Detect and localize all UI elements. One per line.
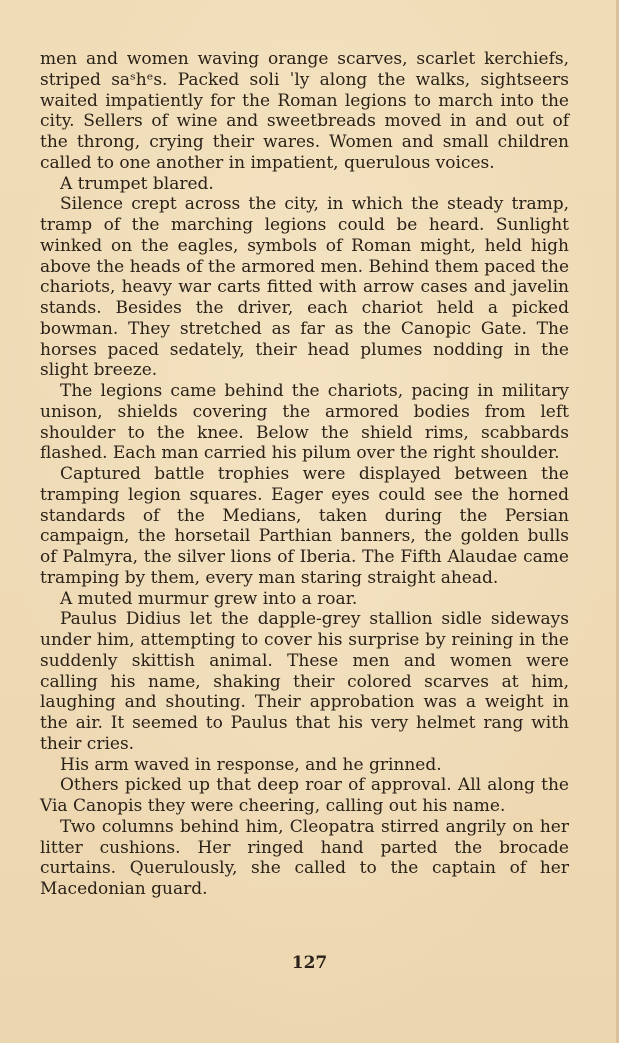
paragraph: Others picked up that deep roar of approval. All along the Via Canopis they were cheering, calling out his name.: [40, 775, 569, 816]
paragraph: men and women waving orange scarves, scarlet kerchiefs, striped saˢhᵉs. Packed soli ˈly along the walks, sightseers waited impatiently for the Roman legions to march into the city. Sellers of wine and sweetbreads moved in and out of the throng, crying their wares. Women and small children called to one another in impatient, querulous voices.: [40, 49, 569, 173]
paragraph: Silence crept across the city, in which the steady tramp, tramp of the marching legions could be heard. Sunlight winked on the eagles, symbols of Roman might, held high above the heads of the armored men. Behind them paced the chariots, heavy war carts fitted with arrow cases and javelin stands. Besides the driver, each chariot held a picked bowman. They stretched as far as the Canopic Gate. The horses paced sedately, their head plumes nodding in the slight breeze.: [40, 194, 569, 381]
paragraph: Paulus Didius let the dapple-grey stallion sidle sideways under him, attempting to cover his surprise by reining in the suddenly skittish animal. These men and women were calling his name, shaking their colored scarves at him, laughing and shouting. Their approbation was a weight in the air. It seemed to Paulus that his very helmet rang with their cries.: [40, 609, 569, 754]
paragraph: Two columns behind him, Cleopatra stirred angrily on her litter cushions. Her ringed hand parted the brocade curtains. Querulously, she called to the captain of her Macedonian guard.: [40, 816, 569, 899]
paragraph: Captured battle trophies were displayed between the tramping legion squares. Eager eyes could see the horned standards of the Medians, taken during the Persian campaign, the horsetail Parthian banners, the golden bulls of Palmyra, the silver lions of Iberia. The Fifth Alaudae came tramping by them, every man staring straight ahead.: [40, 464, 569, 588]
paragraph: A trumpet blared.: [60, 173, 214, 194]
paragraph: His arm waved in response, and he grinned.: [60, 754, 442, 775]
body-text: [40, 49, 569, 900]
paragraph: A muted murmur grew into a roar.: [60, 588, 358, 609]
page-number: 127: [291, 953, 328, 973]
paragraph: The legions came behind the chariots, pacing in military unison, shields covering the armored bodies from left shoulder to the knee. Below the shield rims, scabbards flashed. Each man carried his pilum over the right shoulder.: [40, 381, 569, 464]
